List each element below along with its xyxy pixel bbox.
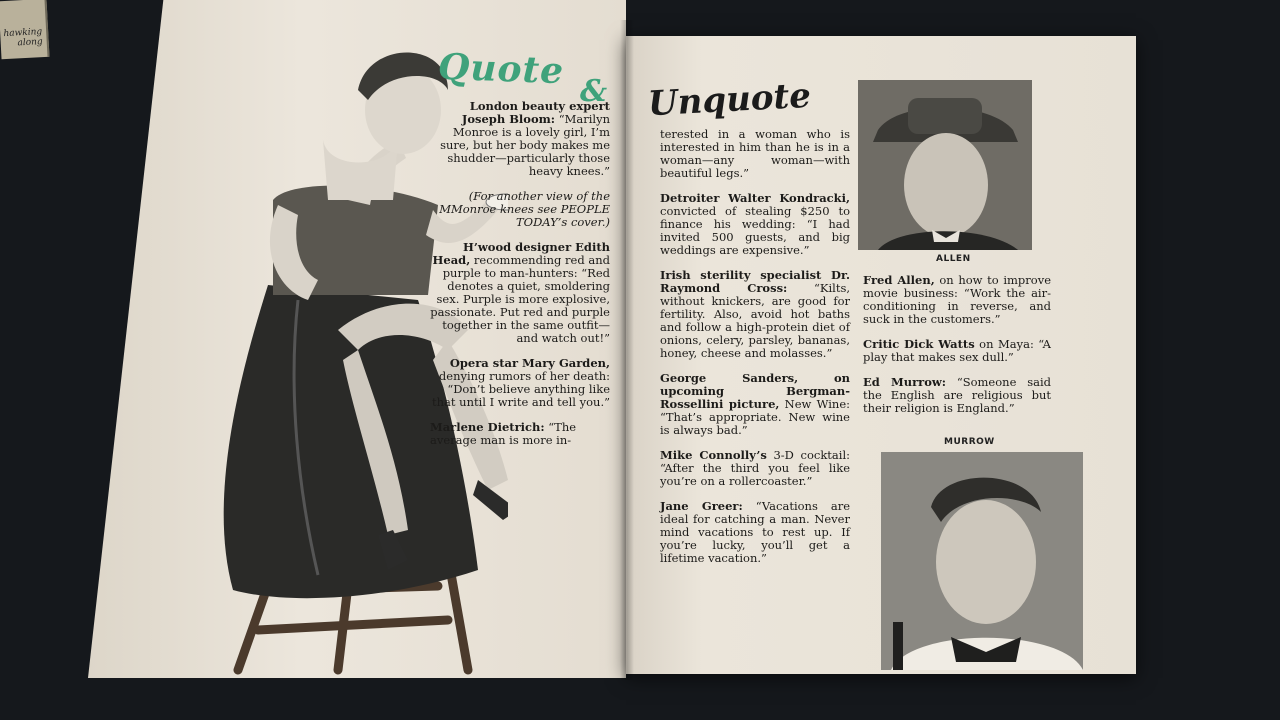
magazine-spread <box>88 0 1138 690</box>
allen-caption: ALLEN <box>936 254 971 264</box>
quote-paragraph: (For another view of the MMonroe knees see PEOPLE TODAY’s cover.) <box>439 189 610 229</box>
quote-paragraph: Irish sterility specialist Dr. Raymond Cross: “Kilts, without knickers, are good for fertility. Also, avoid hot baths and follow a high-protein diet of onions, celery, parsley, bananas, honey, cheese and molasses.” <box>660 268 850 360</box>
heading-ampersand: & <box>580 74 608 109</box>
murrow-caption: MURROW <box>944 437 995 447</box>
quote-paragraph: Marlene Dietrich: “The average man is more in- <box>430 420 577 447</box>
book-gutter <box>620 20 634 680</box>
scrap-text: hawking along <box>3 27 43 49</box>
quote-paragraph: Fred Allen, on how to improve movie business: “Work the air-conditioning in reverse, and suck in the customers.” <box>863 273 1051 326</box>
quote-paragraph: Ed Murrow: “Someone said the English are religious but their religion is England.” <box>863 375 1051 415</box>
middle-text-column <box>660 128 850 577</box>
quote-paragraph: H’wood designer Edith Head, recommending red and purple to man-hunters: “Red denotes a quiet, smoldering sex. Purple is more explosive, passionate. Put red and purple together in the same outfit—and watch out!” <box>430 240 610 345</box>
newspaper-scrap <box>0 0 49 59</box>
quote-paragraph: Detroiter Walter Kondracki, convicted of stealing $250 to finance his wedding: “I had invited 500 guests, and big weddings are expensive.” <box>660 191 850 257</box>
quote-paragraph: London beauty expert Joseph Bloom: “Marilyn Monroe is a lovely girl, I’m sure, but her body makes me shudder—particularly those heavy knees.” <box>440 99 610 178</box>
quote-paragraph: terested in a woman who is interested in him than he is in a woman—any woman—with beautiful legs.” <box>660 127 850 180</box>
quote-paragraph: George Sanders, on upcoming Bergman-Rossellini picture, New Wine: “That’s appropriate. New wine is always bad.” <box>660 371 851 437</box>
fred-allen-photo <box>858 80 1032 250</box>
quote-paragraph: Jane Greer: “Vacations are ideal for catching a man. Never mind vacations to rest up. If you’re lucky, you’ll get a lifetime vacation.” <box>660 499 850 565</box>
quote-paragraph: Mike Connolly’s 3-D cocktail: “After the third you feel like you’re on a rollercoaster.” <box>660 448 850 488</box>
ed-murrow-photo <box>881 452 1083 670</box>
heading-quote: Quote <box>437 45 565 93</box>
left-text-column <box>430 100 610 459</box>
heading-unquote: Unquote <box>647 75 812 125</box>
right-text-column <box>863 274 1051 427</box>
quote-paragraph: Opera star Mary Garden, denying rumors of her death: “Don’t believe anything like that until I write and tell you.” <box>432 356 610 409</box>
quote-paragraph: Critic Dick Watts on Maya: “A play that makes sex dull.” <box>863 337 1051 364</box>
